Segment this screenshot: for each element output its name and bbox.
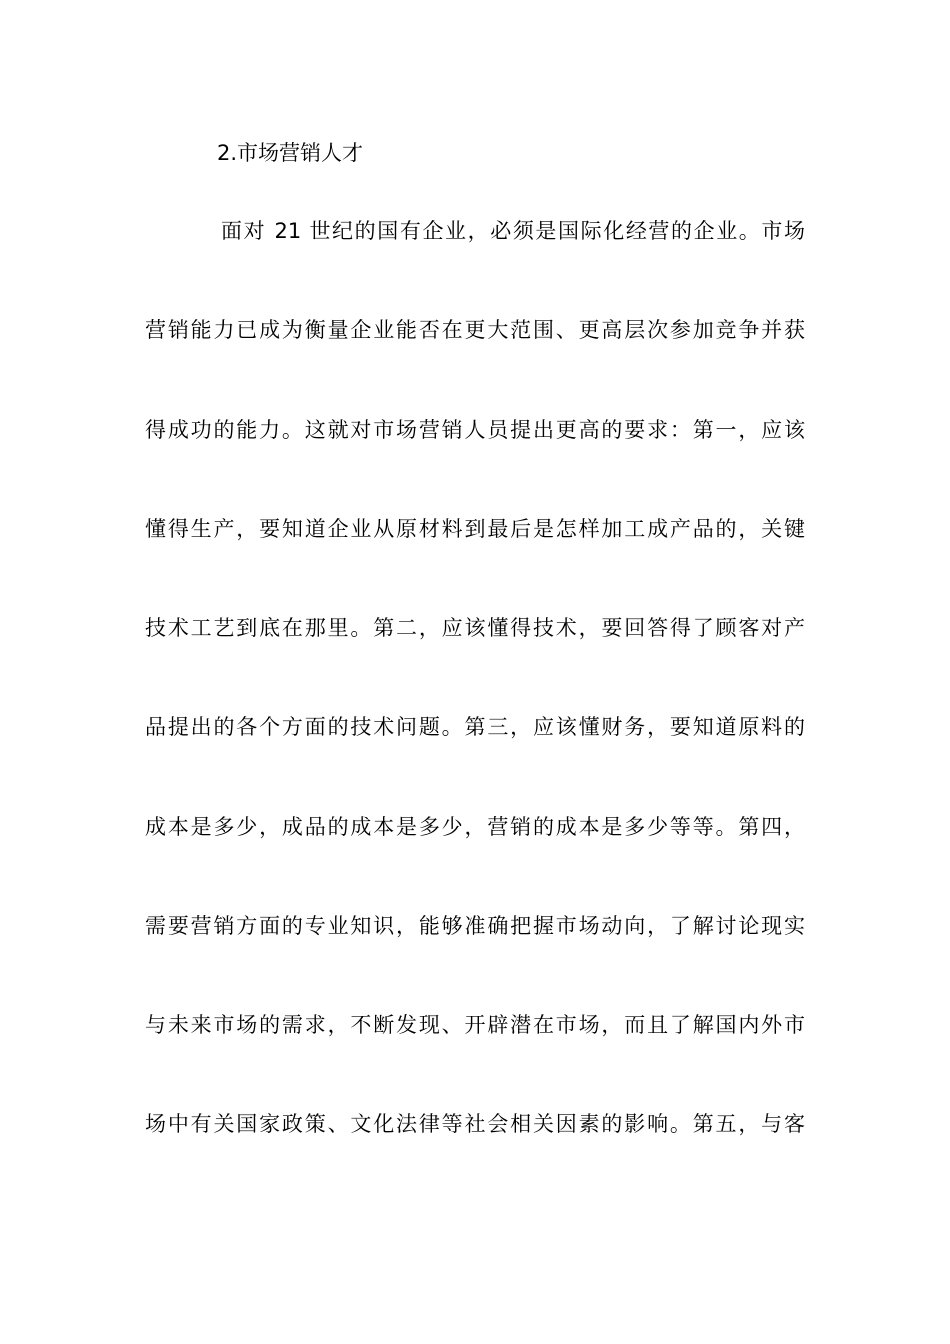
paragraph-line: 懂得生产，要知道企业从原材料到最后是怎样加工成产品的，关键 [145, 517, 805, 541]
paragraph-line: 场中有关国家政策、文化法律等社会相关因素的影响。第五，与客 [145, 1112, 805, 1136]
paragraph-line: 需要营销方面的专业知识，能够准确把握市场动向，了解讨论现实 [145, 914, 805, 938]
paragraph-line: 面对 21 世纪的国有企业，必须是国际化经营的企业。市场 [221, 219, 805, 243]
paragraph-line: 品提出的各个方面的技术问题。第三，应该懂财务，要知道原料的 [145, 715, 805, 739]
paragraph-line: 与未来市场的需求，不断发现、开辟潜在市场，而且了解国内外市 [145, 1013, 805, 1037]
paragraph-line: 得成功的能力。这就对市场营销人员提出更高的要求：第一，应该 [145, 418, 805, 442]
paragraph-line: 技术工艺到底在那里。第二，应该懂得技术，要回答得了顾客对产 [145, 616, 805, 640]
paragraph-line: 成本是多少，成品的成本是多少，营销的成本是多少等等。第四， [145, 815, 805, 839]
section-heading: 2.市场营销人才 [217, 141, 364, 165]
paragraph-line: 营销能力已成为衡量企业能否在更大范围、更高层次参加竞争并获 [145, 318, 805, 342]
